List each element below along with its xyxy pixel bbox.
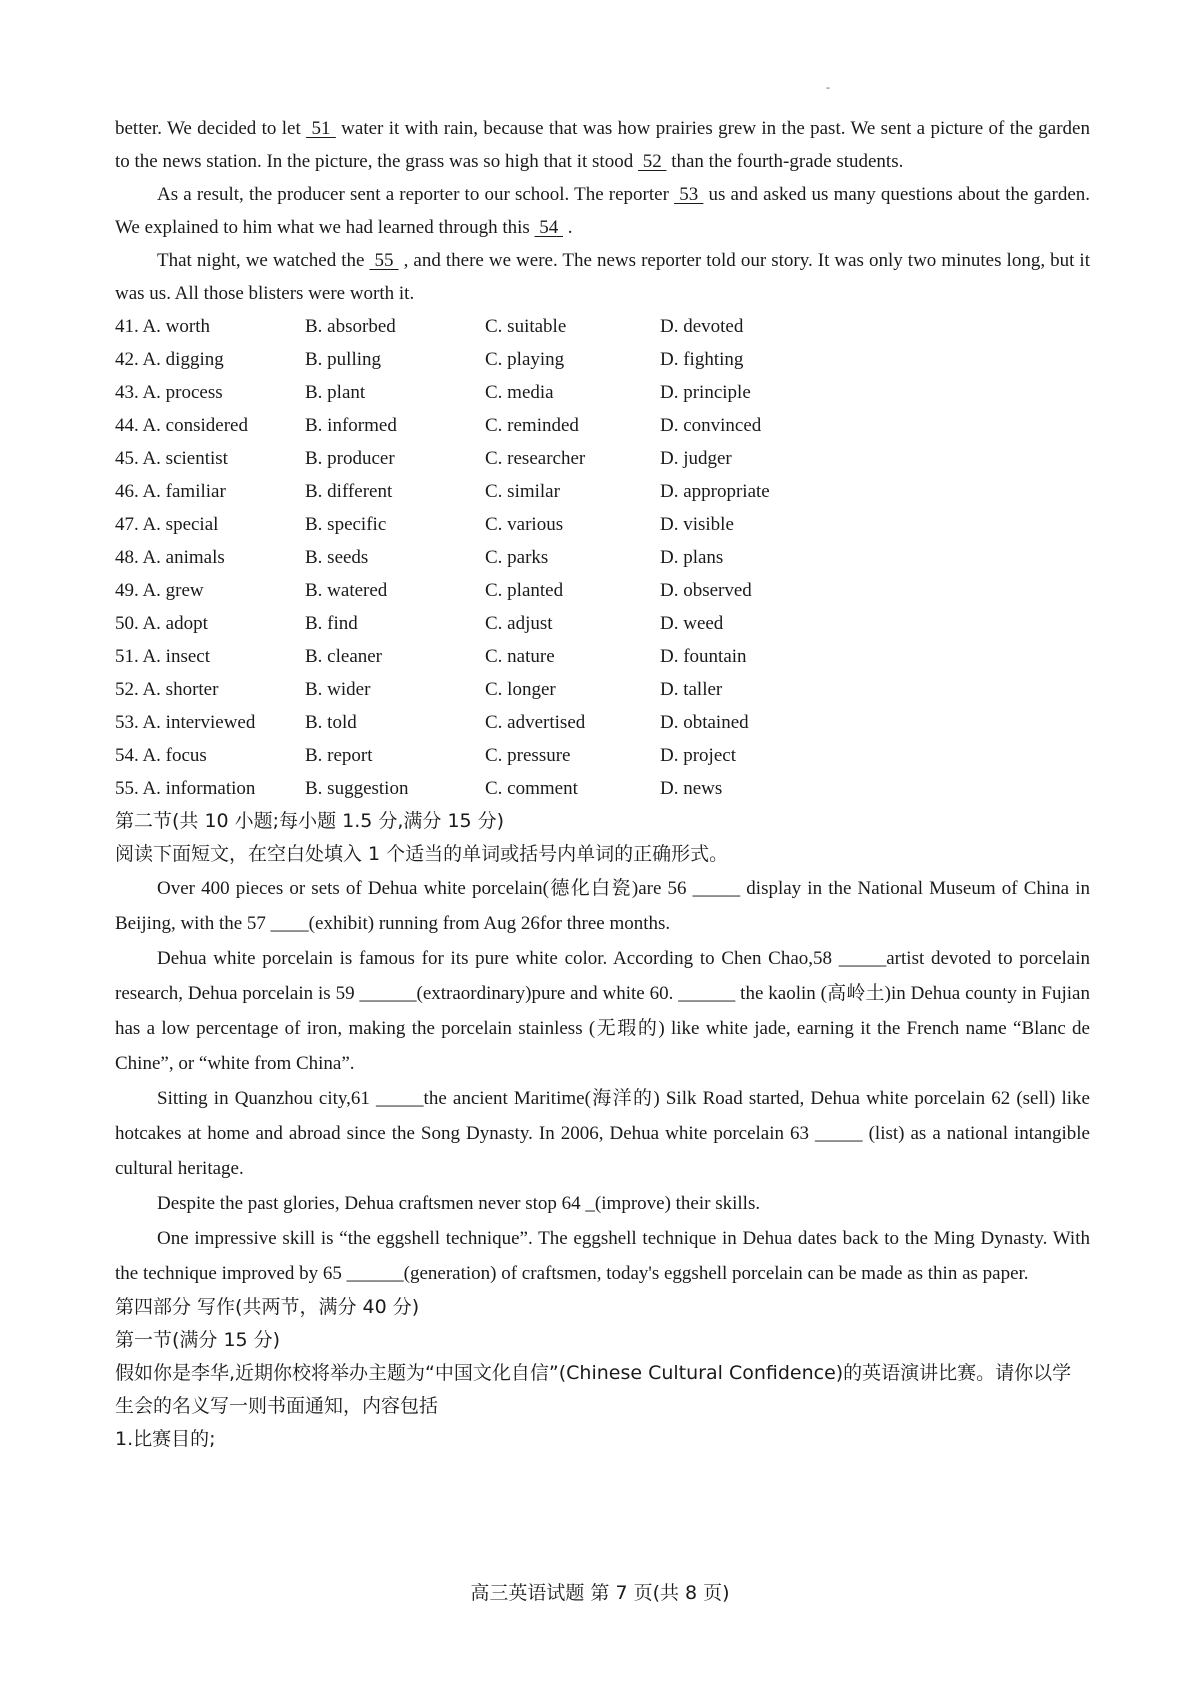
blank-54: 54 [534, 217, 564, 238]
option-b: B. cleaner [305, 646, 383, 667]
option-c: C. nature [485, 646, 555, 667]
blank-55: 55 [369, 250, 399, 271]
option-d: D. plans [660, 547, 724, 568]
blank-52: 52 [637, 151, 667, 172]
option-row-47 [115, 508, 1090, 541]
option-row-48 [115, 541, 1090, 574]
option-row-41 [115, 310, 1090, 343]
passage2-paragraph-4: Despite the past glories, Dehua craftsmen never stop 64 _(improve) their skills. [157, 1193, 761, 1214]
option-c: C. researcher [485, 448, 586, 469]
option-row-49 [115, 574, 1090, 607]
option-d: D. devoted [660, 316, 744, 337]
option-c: C. suitable [485, 316, 567, 337]
passage2-paragraph-2: Dehua white porcelain is famous for its pure white color. According to Chen Chao,58 _____artist devoted to porcelain research, Dehua porcelain is 59 ______(extraordinary)pure and white 60. ______ the kaolin (高岭土)in Dehua county in Fujian has a low percentage of iron, making the porcelain stainless (无瑕的) like white jade, earning it the French name “Blanc de Chine”, or “white from China”. [115, 948, 1090, 1074]
option-d: D. project [660, 745, 736, 766]
passage2-paragraph-5: One impressive skill is “the eggshell technique”. The eggshell technique in Dehua dates back to the Ming Dynasty. With the technique improved by 65 ______(generation) of craftsmen, today's eggshell porcelain can be made as thin as paper. [115, 1228, 1090, 1284]
writing-item-1: 1.比赛目的; [115, 1428, 216, 1450]
option-b: B. watered [305, 580, 388, 601]
option-c: C. reminded [485, 415, 579, 436]
part4-section1-heading: 第一节(满分 15 分) [115, 1329, 281, 1351]
option-d: D. fighting [660, 349, 744, 370]
option-row-45 [115, 442, 1090, 475]
option-d: D. news [660, 778, 723, 799]
text: water it with rain, because that was how prairies grew in the past. We sent a picture of the garden to the news station. In the picture, the grass was so high that it stood [115, 118, 1090, 172]
option-a: 45. A. scientist [115, 448, 228, 469]
option-c: C. comment [485, 778, 578, 799]
option-c: C. advertised [485, 712, 586, 733]
passage1-paragraph-3 [115, 244, 1090, 310]
page-content [115, 112, 1090, 1456]
option-a: 41. A. worth [115, 316, 210, 337]
option-b: B. absorbed [305, 316, 396, 337]
passage1-paragraph-2 [115, 178, 1090, 244]
passage2-paragraph-3: Sitting in Quanzhou city,61 _____the ancient Maritime(海洋的) Silk Road started, Dehua white porcelain 62 (sell) like hotcakes at home and abroad since the Song Dynasty. In 2006, Dehua white porcelain 63 _____ (list) as a national intangible cultural heritage. [115, 1088, 1090, 1179]
section2-heading: 第二节(共 10 小题;每小题 1.5 分,满分 15 分) [115, 810, 505, 832]
part4-heading: 第四部分 写作(共两节，满分 40 分) [115, 1296, 420, 1318]
text: us and asked us many questions about the garden. We explained to him what we had learned through this [115, 184, 1091, 238]
scan-mark: - [826, 80, 830, 94]
text: . [563, 217, 573, 238]
text: As a result, the producer sent a reporter to our school. The reporter [157, 184, 675, 205]
option-row-53 [115, 706, 1090, 739]
option-b: B. report [305, 745, 373, 766]
option-d: D. taller [660, 679, 723, 700]
option-c: C. planted [485, 580, 564, 601]
writing-prompt: 假如你是李华,近期你校将举办主题为“中国文化自信”(Chinese Cultural Confidence)的英语演讲比赛。请你以学生会的名义写一则书面通知，内容包括 [115, 1362, 1072, 1417]
option-b: B. informed [305, 415, 397, 436]
blank-51: 51 [306, 118, 336, 139]
option-d: D. observed [660, 580, 752, 601]
option-a: 44. A. considered [115, 415, 248, 436]
option-b: B. find [305, 613, 358, 634]
option-d: D. convinced [660, 415, 762, 436]
option-a: 52. A. shorter [115, 679, 219, 700]
option-a: 46. A. familiar [115, 481, 226, 502]
answer-options [115, 310, 1090, 805]
option-a: 48. A. animals [115, 547, 225, 568]
option-d: D. appropriate [660, 481, 770, 502]
option-c: C. adjust [485, 613, 553, 634]
passage2-paragraph-1: Over 400 pieces or sets of Dehua white porcelain(德化白瓷)are 56 _____ display in the National Museum of China in Beijing, with the 57 ____(exhibit) running from Aug 26for three months. [115, 878, 1090, 934]
text: , and there we were. The news reporter told our story. It was only two minutes long, but it was us. All those blisters were worth it. [115, 250, 1090, 304]
option-d: D. visible [660, 514, 734, 535]
section2-instruction: 阅读下面短文，在空白处填入 1 个适当的单词或括号内单词的正确形式。 [115, 843, 729, 865]
option-row-54 [115, 739, 1090, 772]
passage1-paragraph-1 [115, 112, 1090, 178]
option-b: B. pulling [305, 349, 382, 370]
option-b: B. plant [305, 382, 366, 403]
option-d: D. fountain [660, 646, 747, 667]
option-d: D. weed [660, 613, 724, 634]
option-b: B. seeds [305, 547, 369, 568]
option-a: 50. A. adopt [115, 613, 208, 634]
option-c: C. pressure [485, 745, 571, 766]
option-b: B. different [305, 481, 393, 502]
option-row-43 [115, 376, 1090, 409]
option-b: B. told [305, 712, 357, 733]
option-a: 54. A. focus [115, 745, 207, 766]
option-a: 43. A. process [115, 382, 223, 403]
option-c: C. parks [485, 547, 549, 568]
option-row-52 [115, 673, 1090, 706]
option-c: C. similar [485, 481, 560, 502]
text: than the fourth-grade students. [666, 151, 904, 172]
option-b: B. wider [305, 679, 371, 700]
option-b: B. specific [305, 514, 387, 535]
blank-53: 53 [674, 184, 704, 205]
option-b: B. suggestion [305, 778, 409, 799]
option-c: C. various [485, 514, 564, 535]
option-a: 42. A. digging [115, 349, 224, 370]
option-row-51 [115, 640, 1090, 673]
text: That night, we watched the [157, 250, 370, 271]
option-c: C. longer [485, 679, 556, 700]
option-a: 55. A. information [115, 778, 256, 799]
option-d: D. judger [660, 448, 732, 469]
option-a: 53. A. interviewed [115, 712, 256, 733]
option-a: 51. A. insect [115, 646, 210, 667]
text: better. We decided to let [115, 118, 307, 139]
passage2 [115, 871, 1090, 1291]
option-row-50 [115, 607, 1090, 640]
option-a: 49. A. grew [115, 580, 204, 601]
option-c: C. playing [485, 349, 565, 370]
option-row-44 [115, 409, 1090, 442]
option-row-55 [115, 772, 1090, 805]
option-row-42 [115, 343, 1090, 376]
option-row-46 [115, 475, 1090, 508]
option-c: C. media [485, 382, 554, 403]
option-a: 47. A. special [115, 514, 219, 535]
option-b: B. producer [305, 448, 395, 469]
option-d: D. obtained [660, 712, 749, 733]
option-d: D. principle [660, 382, 751, 403]
page-footer: 高三英语试题 第 7 页(共 8 页) [470, 1582, 730, 1604]
